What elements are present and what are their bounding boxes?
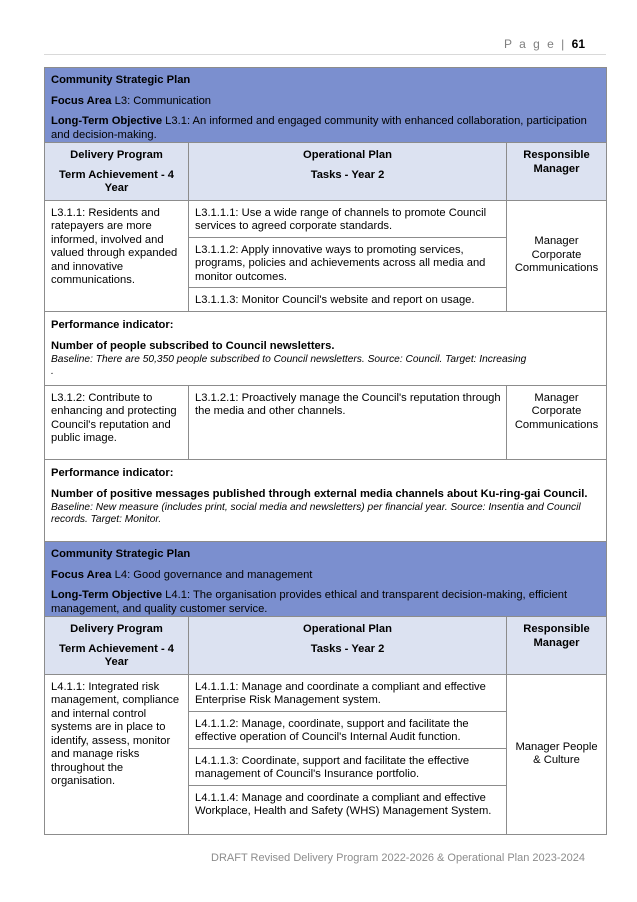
- table-row: [45, 385, 607, 459]
- performance-indicator-row: Performance indicator: Number of people subscribed to Council newsletters. Baseline: There are 50,350 people subscribed to Council newsletters. Source: Council. Target: Increasing .: [45, 311, 607, 385]
- focus-area: L4: Good governance and management: [114, 568, 313, 581]
- column-headers: Delivery Program Term Achievement - 4 Year Operational Plan Tasks - Year 2 Responsible Manager: [45, 143, 607, 201]
- section-l3: [44, 67, 606, 554]
- table-row: [45, 674, 607, 711]
- delivery-program-cell: L3.1.2: Contribute to enhancing and protecting Council's reputation and public image.: [45, 385, 189, 459]
- footer-text: DRAFT Revised Delivery Program 2022-2026 & Operational Plan 2023-2024: [211, 852, 585, 864]
- table-row: [45, 200, 607, 237]
- long-term-objective: L3.1: An informed and engaged community with enhanced collaboration, participation and decision-making.: [51, 115, 587, 141]
- page-number: P a g e | 61: [504, 37, 585, 51]
- task-cell: L3.1.1.1: Use a wide range of channels to promote Council services to agreed corporate standards.: [189, 200, 507, 237]
- csp-header: Community Strategic Plan Focus Area L4: Good governance and management Long-Term Objective L4.1: The organisation provides ethical and transparent decision-making, efficient management, and quality customer service.: [45, 542, 607, 617]
- delivery-program-cell: L3.1.1: Residents and ratepayers are more informed, involved and valued through expanded and innovative communications.: [45, 200, 189, 311]
- performance-indicator-title: Number of positive messages published through external media channels about Ku-ring-gai Council.: [51, 488, 588, 500]
- performance-indicator-row: [45, 459, 607, 553]
- task-cell: L4.1.1.1: Manage and coordinate a compliant and effective Enterprise Risk Management system.: [189, 674, 507, 711]
- performance-baseline: Baseline: There are 50,350 people subscribed to Council newsletters. Source: Council. Target: Increasing: [51, 353, 527, 365]
- performance-baseline: Baseline: New measure (includes print, social media and newsletters) per financial year. Source: Insentia and Council records. Target: Monitor.: [51, 501, 581, 525]
- task-cell: L4.1.1.2: Manage, coordinate, support and facilitate the effective operation of Council's Internal Audit function.: [189, 711, 507, 748]
- header-rule: [44, 54, 606, 55]
- responsible-manager-cell: Manager Corporate Communications: [507, 200, 607, 311]
- performance-indicator-label: Performance indicator:: [51, 318, 174, 331]
- task-cell: L3.1.2.1: Proactively manage the Council's reputation through the media and other channels.: [189, 385, 507, 459]
- section-l4: [44, 541, 606, 835]
- long-term-objective: L4.1: The organisation provides ethical and transparent decision-making, efficient management, and quality customer service.: [51, 589, 568, 615]
- performance-indicator-label: Performance indicator:: [51, 466, 174, 479]
- focus-area: L3: Communication: [114, 94, 212, 107]
- performance-indicator-title: Number of people subscribed to Council newsletters.: [51, 340, 335, 352]
- task-cell: L4.1.1.4: Manage and coordinate a compliant and effective Workplace, Health and Safety (WHS) Management System.: [189, 785, 507, 834]
- responsible-manager-cell: Manager People & Culture: [507, 674, 607, 834]
- task-cell: L3.1.1.3: Monitor Council's website and report on usage.: [189, 288, 507, 312]
- task-cell: L3.1.1.2: Apply innovative ways to promoting services, programs, policies and achievements across all media and monitor outcomes.: [189, 237, 507, 288]
- csp-header: Community Strategic Plan Focus Area L3: Communication Long-Term Objective L3.1: An informed and engaged community with enhanced collaboration, participation and decision-making.: [45, 68, 607, 143]
- delivery-program-cell: L4.1.1: Integrated risk management, compliance and internal control systems are in place to identify, assess, monitor and manage risks throughout the organisation.: [45, 674, 189, 834]
- csp-label: Community Strategic Plan: [51, 548, 191, 560]
- task-cell: L4.1.1.3: Coordinate, support and facilitate the effective management of Council's Insurance portfolio.: [189, 748, 507, 785]
- responsible-manager-cell: Manager Corporate Communications: [507, 385, 607, 459]
- csp-label: Community Strategic Plan: [51, 74, 191, 86]
- column-headers: Delivery Program Term Achievement - 4 Year Operational Plan Tasks - Year 2 Responsible Manager: [45, 617, 607, 675]
